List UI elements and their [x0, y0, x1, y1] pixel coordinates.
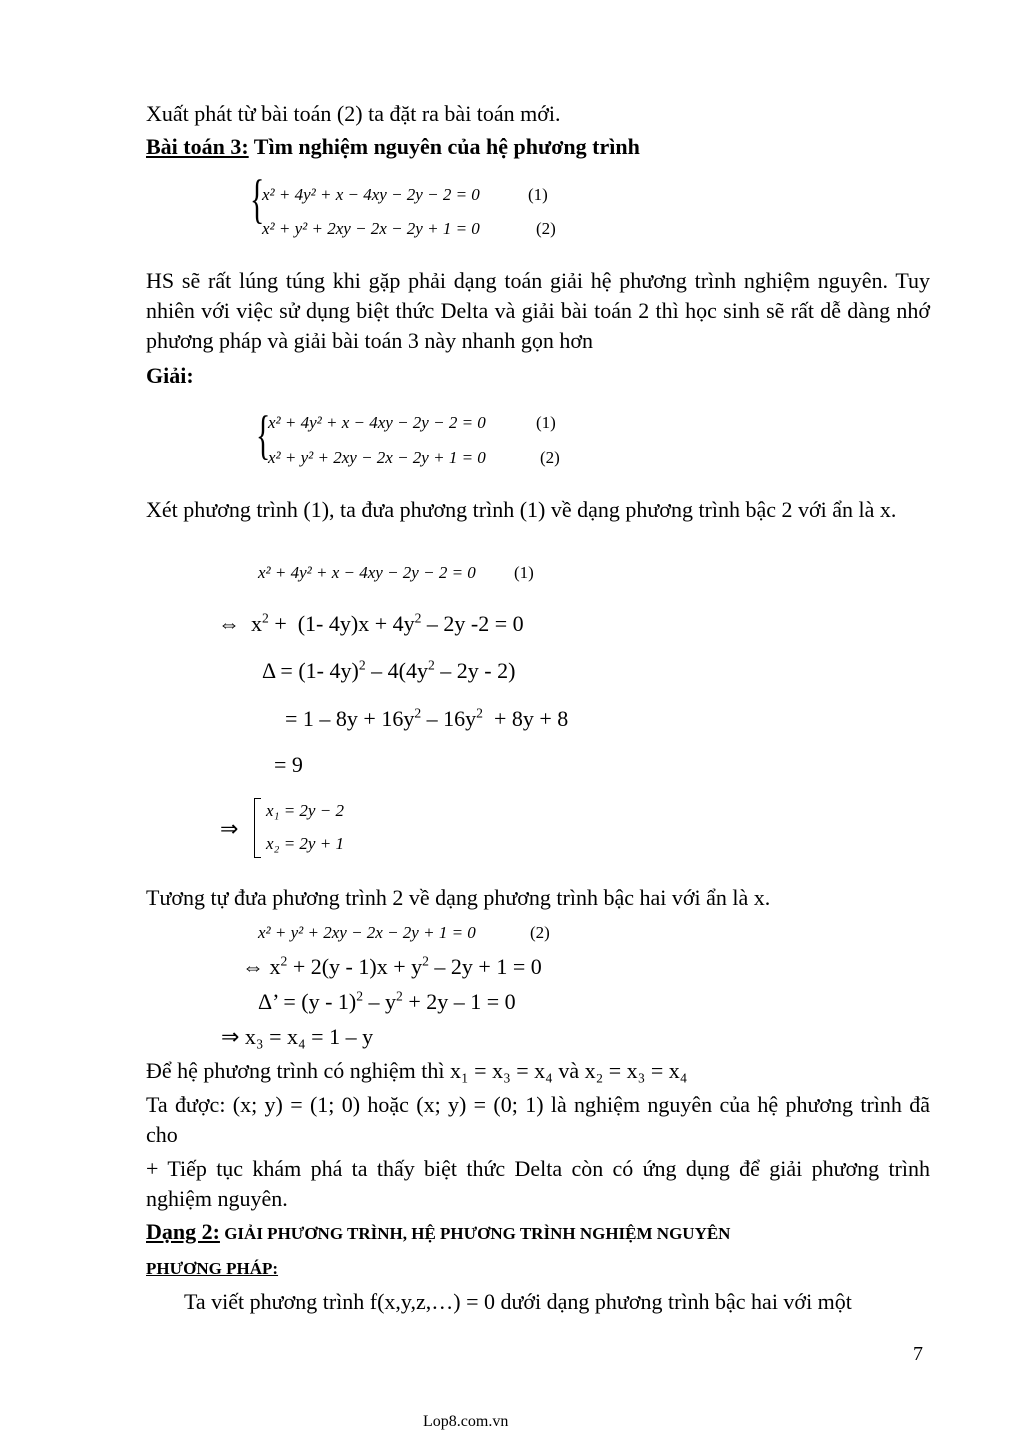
- step-delta-prime: Δ’ = $(y - 1)^2 - y^2 + 2y - 1 = 0$: [258, 988, 516, 1014]
- curly-brace: {: [250, 169, 265, 229]
- equation-1-tag: (1): [514, 563, 534, 582]
- intro-text: Xuất phát từ bài toán (2) ta đặt ra bài toán mới.: [146, 101, 561, 126]
- paragraph-2: Xét phương trình (1), ta đưa phương trình (1) về dạng phương trình bậc 2 với ẩn là x.: [146, 497, 897, 522]
- system-2-tag-2: (2): [540, 448, 560, 467]
- root-x2: x₂ = 2y + 1: [266, 834, 344, 853]
- equation-2-line: x² + y² + 2xy − 2x − 2y + 1 = 0: [258, 923, 476, 942]
- system-1-eq-2: x² + y² + 2xy − 2x − 2y + 1 = 0: [262, 219, 480, 238]
- paragraph-1: HS sẽ rất lúng túng khi gặp phải dạng toán giải hệ phương trình nghiệm nguyên. Tuy nhiên với việc sử dụng biệt thức Delta và giải bài toán 2 thì học sinh sẽ rất dễ dàng nhớ phương pháp và giải bài toán 3 này nhanh gọn hơn: [146, 268, 930, 353]
- problem-3-heading: [146, 133, 640, 161]
- equation-1-line: x² + 4y² + x − 4xy − 2y − 2 = 0: [258, 563, 476, 582]
- step-equivalent-2: ⇔ $x^2 + 2(y - 1)x + y^2 - 2y + 1 = 0$: [242, 953, 542, 979]
- method-label: PHƯƠNG PHÁP:: [146, 1259, 279, 1278]
- system-1-eq-1: x² + 4y² + x − 4xy − 2y − 2 = 0: [262, 185, 480, 204]
- form-2-heading: [146, 1218, 730, 1248]
- problem-3-text: Tìm nghiệm nguyên của hệ phương trình: [248, 134, 640, 159]
- system-1-tag-1: (1): [528, 185, 548, 204]
- step-equivalent-1: ⇔ $x^2 + (1-$ $4y)x + 4y^2 - 2y$ -2 = 0: [218, 610, 524, 636]
- form-2-label: Dạng 2:: [146, 1219, 220, 1244]
- curly-brace: {: [256, 405, 271, 465]
- step-x3-x4: ⇒ x₃ = x₄ = 1 – y: [221, 1024, 374, 1049]
- system-2-tag-1: (1): [536, 413, 556, 432]
- system-2-eq-1: x² + 4y² + x − 4xy − 2y − 2 = 0: [268, 413, 486, 432]
- step-delta: Δ = (1- $4y)^2 - 4(4y^2 - 2y - 2)$: [262, 657, 516, 683]
- root-x1: x₁ = 2y − 2: [266, 801, 344, 820]
- equation-2-tag: (2): [530, 923, 550, 942]
- paragraph-4: Để hệ phương trình có nghiệm thì x₁ = x₃ = x₄ và x₂ = x₃ = x₄: [146, 1058, 688, 1083]
- solution-label: Giải:: [146, 363, 194, 388]
- problem-3-label: Bài toán 3:: [146, 134, 249, 159]
- form-2-title: GIẢI PHƯƠNG TRÌNH, HỆ PHƯƠNG TRÌNH NGHIỆM NGUYÊN: [219, 1224, 731, 1243]
- page-number: 7: [913, 1343, 923, 1365]
- paragraph-3: Tương tự đưa phương trình 2 về dạng phương trình bậc hai với ẩn là x.: [146, 885, 771, 910]
- footer-watermark: Lop8.com.vn: [423, 1413, 509, 1430]
- paragraph-7: Ta viết phương trình f(x,y,z,…) = 0 dưới dạng phương trình bậc hai với một: [184, 1289, 852, 1314]
- paragraph-5: Ta được: (x; y) = (1; 0) hoặc (x; y) = (0; 1) là nghiệm nguyên của hệ phương trình đã cho: [146, 1092, 930, 1147]
- system-1-tag-2: (2): [536, 219, 556, 238]
- step-result: = 9: [274, 752, 303, 777]
- step-expand: = $1 - 8y + 16y^2 - 16y^2 + 8y + 8$: [285, 705, 569, 731]
- implies-arrow: ⇒: [220, 816, 239, 841]
- square-bracket: [254, 798, 261, 858]
- paragraph-6: + Tiếp tục khám phá ta thấy biệt thức Delta còn có ứng dụng để giải phương trình nghiệm nguyên.: [146, 1156, 930, 1211]
- system-2-eq-2: x² + y² + 2xy − 2x − 2y + 1 = 0: [268, 448, 486, 467]
